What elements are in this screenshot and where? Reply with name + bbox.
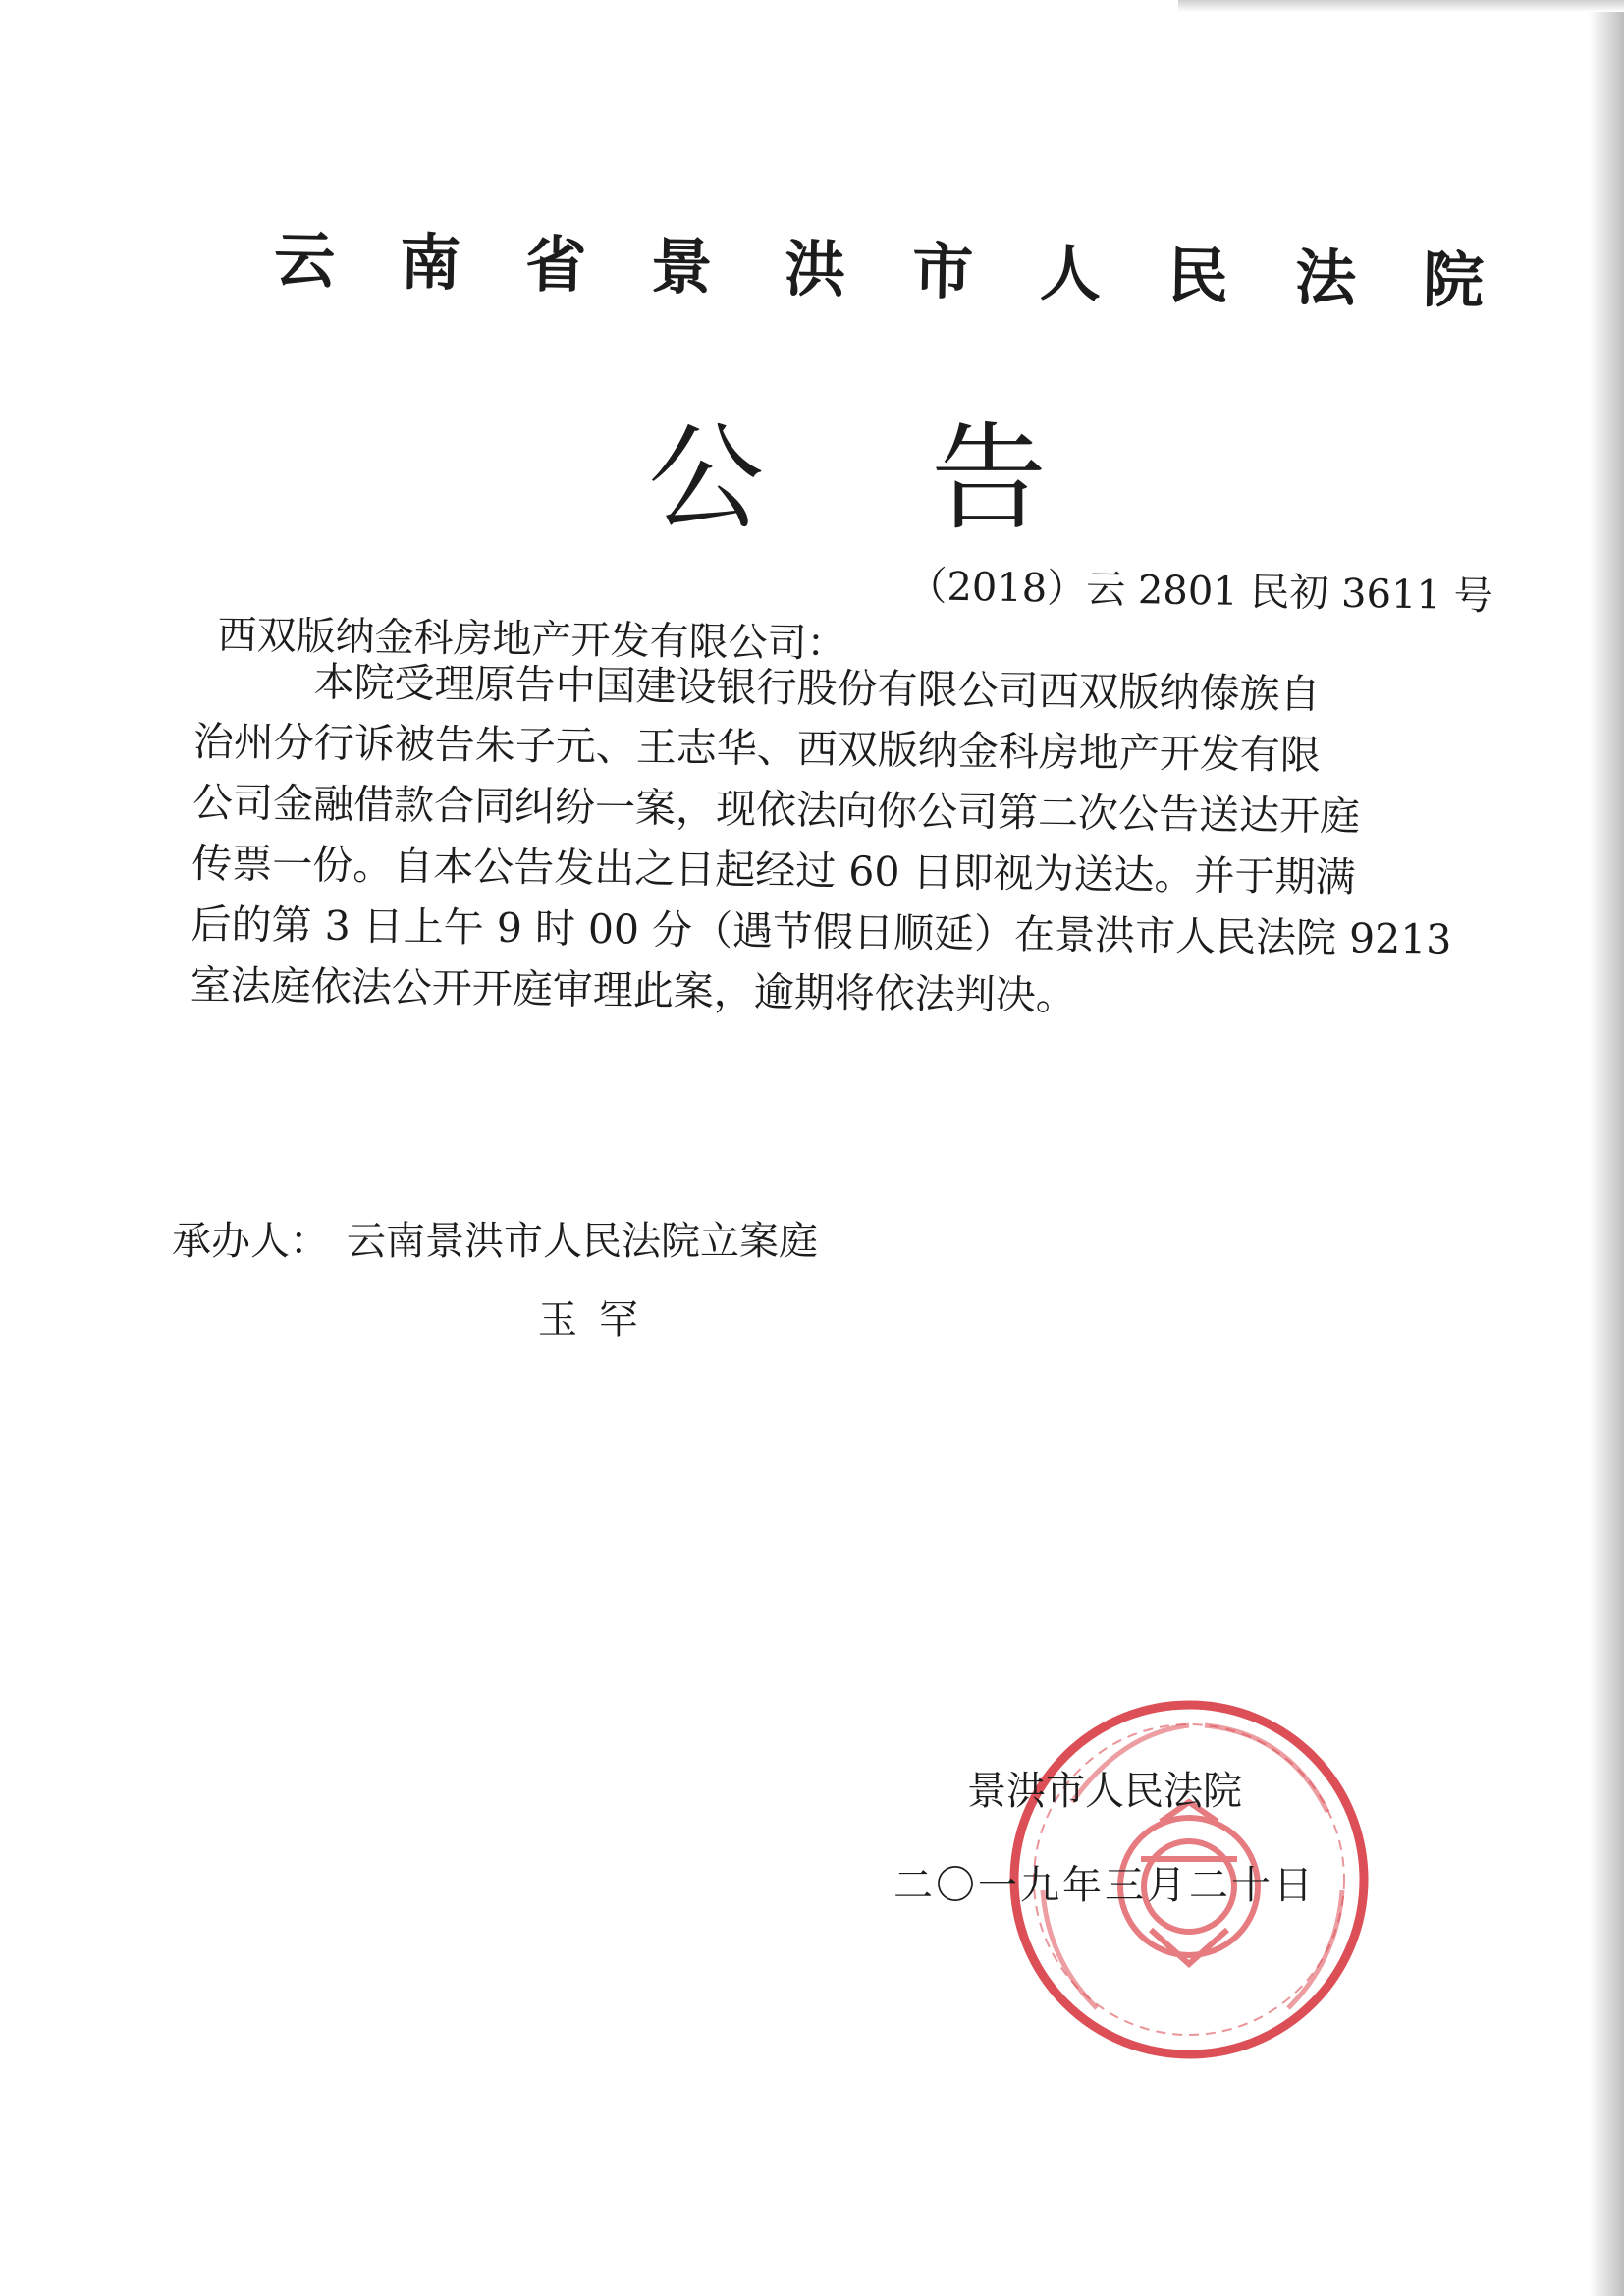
handler-line <box>172 1210 818 1266</box>
court-name-heading <box>273 211 1485 319</box>
body-line: 室法庭依法公开开庭审理此案，逾期将依法判决。 <box>189 960 1077 1019</box>
scan-top-shadow <box>1178 0 1624 12</box>
body-line: 本院受理原告中国建设银行股份有限公司西双版纳傣族自 <box>313 658 1321 719</box>
court-name-char: 民 <box>1166 239 1229 312</box>
body-line: 公司金融借款合同纠纷一案，现依法向你公司第二次公告送达开庭 <box>191 778 1361 841</box>
court-name-char: 洪 <box>784 233 846 306</box>
body-line: 治州分行诉被告朱子元、王志华、西双版纳金科房地产开发有限 <box>192 717 1322 780</box>
court-name-char: 南 <box>399 226 461 300</box>
handler-label: 承办人： <box>172 1219 329 1264</box>
signature-date: 二〇一九年三月二十日 <box>893 1863 1316 1908</box>
court-name-char: 云 <box>273 223 336 298</box>
body-line: 后的第 3 日上午 9 时 00 分（遇节假日顺延）在景洪市人民法院 9213 <box>190 900 1452 963</box>
addressee: 西双版纳金科房地产开发有限公司： <box>217 612 846 667</box>
scan-edge-shadow <box>1589 0 1624 2296</box>
court-name-char: 省 <box>524 228 587 301</box>
handler-department: 云南景洪市人民法院立案庭 <box>347 1219 818 1264</box>
notice-body <box>189 650 1450 1031</box>
signature-court: 景洪市人民法院 <box>967 1769 1242 1814</box>
court-name-char: 院 <box>1422 244 1485 317</box>
court-name-char: 法 <box>1294 242 1357 315</box>
notice-title: 公告 <box>648 410 1215 546</box>
court-name-char: 景 <box>650 230 713 303</box>
case-number: （2018）云 2801 民初 3611 号 <box>907 563 1494 620</box>
court-name-char: 人 <box>1039 237 1102 310</box>
body-line: 传票一份。自本公告发出之日起经过 60 日即视为送达。并于期满 <box>191 839 1356 902</box>
court-name-char: 市 <box>911 235 974 308</box>
handler-name: 玉罕 <box>538 1297 660 1342</box>
